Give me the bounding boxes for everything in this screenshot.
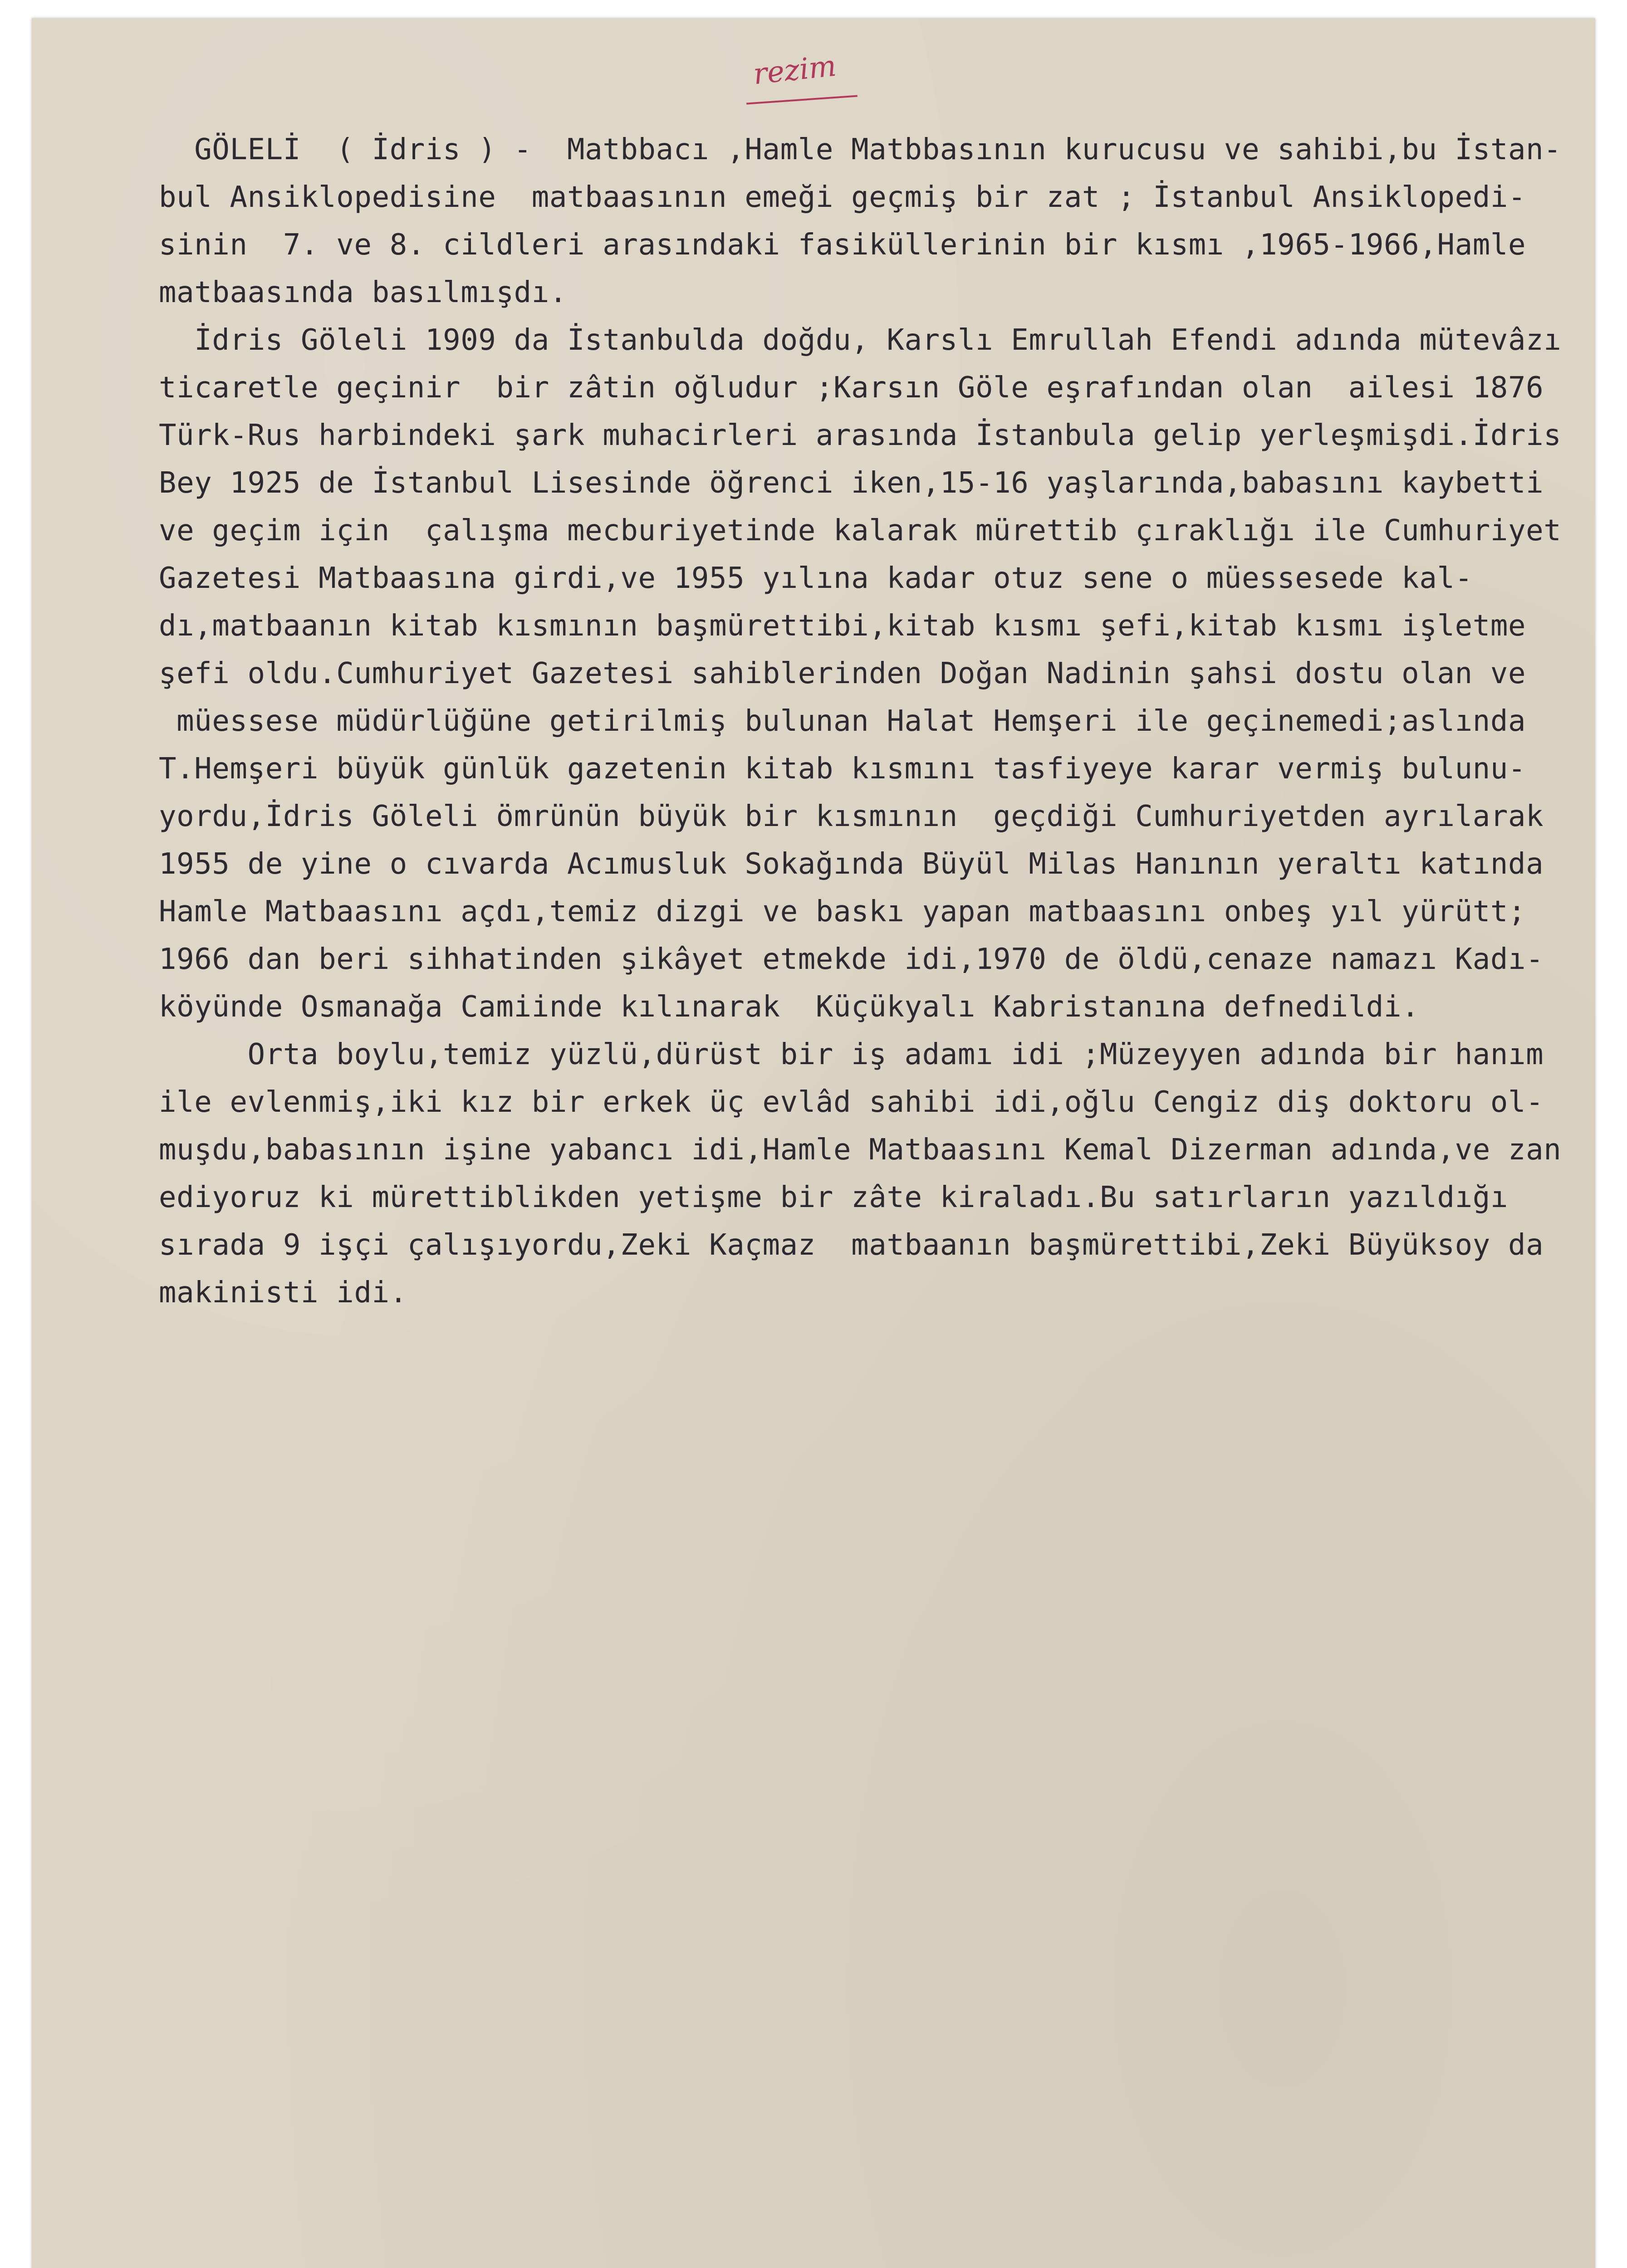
- text-line: ile evlenmiş,iki kız bir erkek üç evlâd sahibi idi,oğlu Cengiz diş doktoru ol-: [159, 1085, 1544, 1119]
- text-line: muşdu,babasının işine yabancı idi,Hamle Matbaasını Kemal Dizerman adında,ve zan: [159, 1133, 1562, 1167]
- text-line: ediyoruz ki mürettiblikden yetişme bir zâte kiraladı.Bu satırların yazıldığı: [159, 1181, 1508, 1214]
- text-line: GÖLELİ ( İdris ) - Matbbacı ,Hamle Matbbasının kurucusu ve sahibi,bu İstan-: [159, 133, 1562, 166]
- text-line: sinin 7. ve 8. cildleri arasındaki fasiküllerinin bir kısmı ,1965-1966,Hamle: [159, 228, 1526, 262]
- text-line: Gazetesi Matbaasına girdi,ve 1955 yılına kadar otuz sene o müessesede kal-: [159, 562, 1473, 595]
- handwritten-note: rezim: [751, 49, 838, 92]
- text-line: İdris Göleli 1909 da İstanbulda doğdu, Karslı Emrullah Efendi adında mütevâzı: [159, 323, 1562, 357]
- text-line: müessese müdürlüğüne getirilmiş bulunan Halat Hemşeri ile geçinemedi;aslında: [159, 704, 1526, 738]
- text-line: T.Hemşeri büyük günlük gazetenin kitab kısmını tasfiyeye karar vermiş bulunu-: [159, 752, 1526, 786]
- handwritten-underline: [746, 95, 858, 104]
- text-line: ve geçim için çalışma mecburiyetinde kalarak mürettib çıraklığı ile Cumhuriyet: [159, 514, 1562, 547]
- text-line: sırada 9 işçi çalışıyordu,Zeki Kaçmaz matbaanın başmürettibi,Zeki Büyüksoy da: [159, 1228, 1544, 1262]
- text-line: Hamle Matbaasını açdı,temiz dizgi ve baskı yapan matbaasını onbeş yıl yürütt;: [159, 895, 1526, 929]
- text-line: 1955 de yine o cıvarda Acımusluk Sokağında Büyül Milas Hanının yeraltı katında: [159, 847, 1544, 881]
- text-line: matbaasında basılmışdı.: [159, 276, 568, 309]
- text-line: makinisti idi.: [159, 1276, 407, 1310]
- text-line: bul Ansiklopedisine matbaasının emeği geçmiş bir zat ; İstanbul Ansiklopedi-: [159, 181, 1526, 214]
- text-line: şefi oldu.Cumhuriyet Gazetesi sahiblerinden Doğan Nadinin şahsi dostu olan ve: [159, 657, 1526, 690]
- typewritten-page: [32, 18, 1595, 2268]
- text-line: köyünde Osmanağa Camiinde kılınarak Küçükyalı Kabristanına defnedildi.: [159, 990, 1420, 1024]
- text-line: Bey 1925 de İstanbul Lisesinde öğrenci iken,15-16 yaşlarında,babasını kaybetti: [159, 466, 1544, 500]
- text-line: Orta boylu,temiz yüzlü,dürüst bir iş adamı idi ;Müzeyyen adında bir hanım: [159, 1038, 1544, 1071]
- text-line: ticaretle geçinir bir zâtin oğludur ;Karsın Göle eşrafından olan ailesi 1876: [159, 371, 1544, 405]
- text-line: yordu,İdris Göleli ömrünün büyük bir kısmının geçdiği Cumhuriyetden ayrılarak: [159, 800, 1544, 833]
- text-line: Türk-Rus harbindeki şark muhacirleri arasında İstanbula gelip yerleşmişdi.İdris: [159, 419, 1562, 452]
- text-line: 1966 dan beri sihhatinden şikâyet etmekde idi,1970 de öldü,cenaze namazı Kadı-: [159, 943, 1544, 976]
- text-line: dı,matbaanın kitab kısmının başmürettibi,kitab kısmı şefi,kitab kısmı işletme: [159, 609, 1526, 643]
